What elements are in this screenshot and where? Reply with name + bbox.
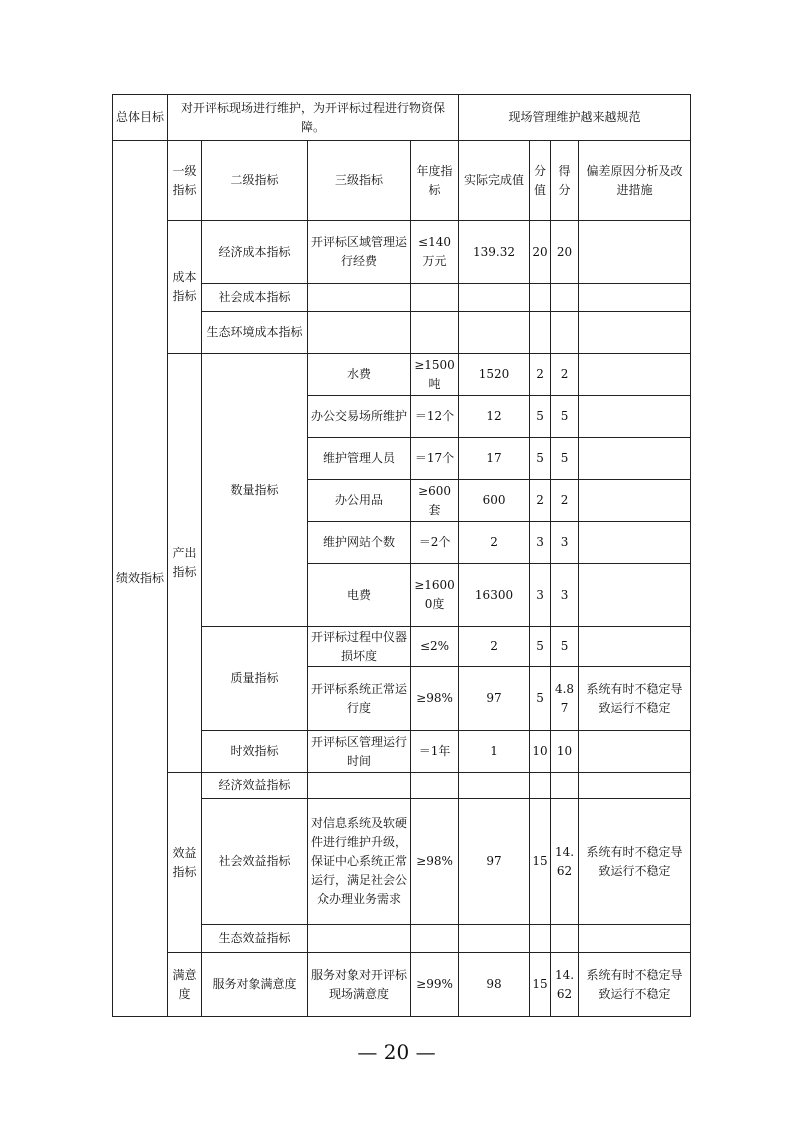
actual-cell (459, 925, 530, 953)
level3-cell (308, 312, 411, 354)
annual-cell (411, 925, 459, 953)
col-header-weight: 分值 (530, 141, 551, 221)
level3-cell: 开评标过程中仪器损坏度 (308, 627, 411, 667)
table-row (113, 773, 691, 799)
level3-cell: 服务对象对开评标现场满意度 (308, 953, 411, 1017)
col-header-score: 得分 (551, 141, 579, 221)
deviation-cell (579, 627, 691, 667)
annual-cell (411, 284, 459, 312)
weight-cell: 3 (530, 522, 551, 564)
column-header-row (113, 141, 691, 221)
score-cell: 14.62 (551, 799, 579, 925)
level3-cell: 对信息系统及软硬件进行维护升级，保证中心系统正常运行，满足社会公众办理业务需求 (308, 799, 411, 925)
deviation-cell: 系统有时不稳定导致运行不稳定 (579, 667, 691, 731)
weight-cell: 5 (530, 396, 551, 438)
group-output: 产出指标 (168, 354, 202, 773)
group-satisfaction: 满意度 (168, 953, 202, 1017)
actual-cell (459, 284, 530, 312)
score-cell: 20 (551, 221, 579, 284)
annual-cell (411, 312, 459, 354)
level2-cell: 时效指标 (202, 731, 308, 773)
level2-cell: 经济成本指标 (202, 221, 308, 284)
col-header-actual: 实际完成值 (459, 141, 530, 221)
level3-cell (308, 773, 411, 799)
deviation-cell (579, 773, 691, 799)
annual-cell: ＝17个 (411, 438, 459, 480)
weight-cell: 2 (530, 354, 551, 396)
actual-cell: 17 (459, 438, 530, 480)
deviation-cell (579, 925, 691, 953)
actual-cell: 97 (459, 799, 530, 925)
level3-cell: 开评标区域管理运行经费 (308, 221, 411, 284)
actual-cell: 1 (459, 731, 530, 773)
weight-cell: 5 (530, 667, 551, 731)
level3-cell: 办公交易场所维护 (308, 396, 411, 438)
col-header-level3: 三级指标 (308, 141, 411, 221)
deviation-cell (579, 731, 691, 773)
weight-cell: 10 (530, 731, 551, 773)
deviation-cell (579, 438, 691, 480)
score-cell: 10 (551, 731, 579, 773)
weight-cell: 5 (530, 438, 551, 480)
table-row (113, 953, 691, 1017)
annual-cell: ≥16000度 (411, 564, 459, 627)
weight-cell: 3 (530, 564, 551, 627)
score-cell: 5 (551, 627, 579, 667)
goal-row (113, 95, 691, 141)
level2-cell: 经济效益指标 (202, 773, 308, 799)
score-cell: 4.87 (551, 667, 579, 731)
score-cell: 3 (551, 522, 579, 564)
score-cell: 2 (551, 354, 579, 396)
weight-cell: 15 (530, 799, 551, 925)
weight-cell (530, 925, 551, 953)
group-cost: 成本指标 (168, 221, 202, 354)
col-header-deviation: 偏差原因分析及改进措施 (579, 141, 691, 221)
actual-cell: 97 (459, 667, 530, 731)
score-cell (551, 312, 579, 354)
actual-cell: 98 (459, 953, 530, 1017)
deviation-cell (579, 312, 691, 354)
annual-cell: ≤2% (411, 627, 459, 667)
score-cell: 2 (551, 480, 579, 522)
actual-cell: 600 (459, 480, 530, 522)
actual-cell (459, 773, 530, 799)
annual-cell: ≥98% (411, 799, 459, 925)
col-header-level2: 二级指标 (202, 141, 308, 221)
level3-cell: 维护网站个数 (308, 522, 411, 564)
level3-cell: 水费 (308, 354, 411, 396)
actual-cell: 2 (459, 627, 530, 667)
level2-cell: 服务对象满意度 (202, 953, 308, 1017)
deviation-cell (579, 354, 691, 396)
deviation-cell (579, 480, 691, 522)
weight-cell (530, 312, 551, 354)
page-number: — 20 — (357, 1040, 436, 1064)
annual-cell: ≥99% (411, 953, 459, 1017)
deviation-cell: 系统有时不稳定导致运行不稳定 (579, 799, 691, 925)
score-cell: 14.62 (551, 953, 579, 1017)
annual-cell: ≥600套 (411, 480, 459, 522)
annual-cell: ≥1500吨 (411, 354, 459, 396)
annual-cell: ＝2个 (411, 522, 459, 564)
level2-cell: 生态效益指标 (202, 925, 308, 953)
level2-quantity: 数量指标 (202, 354, 308, 627)
level3-cell (308, 925, 411, 953)
weight-cell (530, 284, 551, 312)
level2-cell: 生态环境成本指标 (202, 312, 308, 354)
score-cell (551, 773, 579, 799)
weight-cell: 2 (530, 480, 551, 522)
score-cell: 3 (551, 564, 579, 627)
level2-cell: 社会成本指标 (202, 284, 308, 312)
level3-cell: 开评标区管理运行时间 (308, 731, 411, 773)
table-row (113, 354, 691, 396)
level2-quality: 质量指标 (202, 627, 308, 731)
actual-cell: 1520 (459, 354, 530, 396)
level2-cell: 社会效益指标 (202, 799, 308, 925)
score-cell: 5 (551, 438, 579, 480)
annual-cell: ≥98% (411, 667, 459, 731)
col-header-level1: 一级指标 (168, 141, 202, 221)
group-benefit: 效益指标 (168, 773, 202, 953)
goal-label: 总体目标 (113, 95, 168, 141)
actual-cell: 12 (459, 396, 530, 438)
annual-cell: ＝12个 (411, 396, 459, 438)
actual-cell: 2 (459, 522, 530, 564)
level3-cell: 办公用品 (308, 480, 411, 522)
weight-cell: 20 (530, 221, 551, 284)
goal-result: 现场管理维护越来越规范 (459, 95, 691, 141)
col-header-annual: 年度指标 (411, 141, 459, 221)
weight-cell: 5 (530, 627, 551, 667)
actual-cell: 16300 (459, 564, 530, 627)
table-row (113, 221, 691, 284)
deviation-cell (579, 564, 691, 627)
weight-cell: 15 (530, 953, 551, 1017)
annual-cell: ≤140万元 (411, 221, 459, 284)
perf-indicator-label: 绩效指标 (113, 141, 168, 1017)
deviation-cell: 系统有时不稳定导致运行不稳定 (579, 953, 691, 1017)
deviation-cell (579, 396, 691, 438)
actual-cell (459, 312, 530, 354)
deviation-cell (579, 522, 691, 564)
annual-cell: ＝1年 (411, 731, 459, 773)
performance-table (112, 94, 691, 1017)
score-cell (551, 284, 579, 312)
actual-cell: 139.32 (459, 221, 530, 284)
weight-cell (530, 773, 551, 799)
level3-cell (308, 284, 411, 312)
deviation-cell (579, 284, 691, 312)
annual-cell (411, 773, 459, 799)
goal-content: 对开评标现场进行维护，为开评标过程进行物资保障。 (168, 95, 459, 141)
score-cell (551, 925, 579, 953)
level3-cell: 电费 (308, 564, 411, 627)
deviation-cell (579, 221, 691, 284)
level3-cell: 开评标系统正常运行度 (308, 667, 411, 731)
level3-cell: 维护管理人员 (308, 438, 411, 480)
score-cell: 5 (551, 396, 579, 438)
